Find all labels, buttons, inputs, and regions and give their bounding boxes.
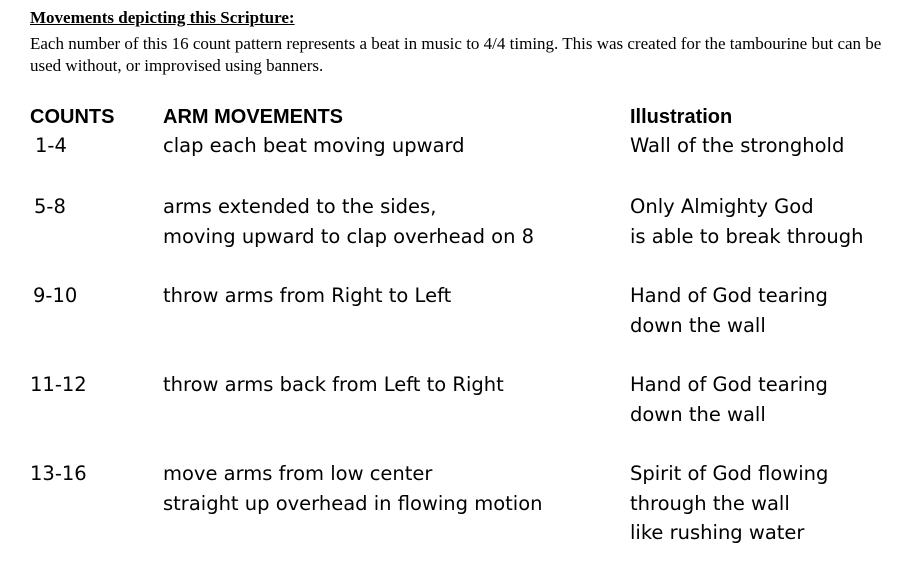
row-count: 11-12 (30, 373, 87, 396)
row-movement (163, 370, 504, 400)
row-movement (163, 459, 543, 518)
row-illustration (630, 131, 844, 161)
movement-line: arms extended to the sides, (163, 195, 437, 218)
illustration-line: Wall of the stronghold (630, 134, 845, 157)
illustration-column-header: Illustration (630, 106, 733, 128)
row-illustration (630, 459, 828, 548)
illustration-line: Only Almighty God (630, 195, 814, 218)
row-count: 9-10 (33, 284, 78, 307)
illustration-line: Spirit of God flowing (630, 462, 829, 485)
movement-line: throw arms back from Left to Right (163, 373, 504, 396)
row-movement (163, 192, 534, 251)
row-count: 1-4 (35, 134, 67, 157)
row-movement (163, 281, 451, 311)
row-count: 5-8 (34, 195, 66, 218)
illustration-line: down the wall (630, 402, 766, 426)
row-illustration (630, 192, 864, 251)
illustration-line: through the wall (630, 491, 790, 515)
intro-paragraph: Each number of this 16 count pattern represents a beat in music to 4/4 timing. This was created for the tambourine but can be used without, or improvised using banners. (30, 34, 882, 75)
illustration-line: like rushing water (630, 521, 805, 544)
illustration-line: Hand of God tearing (630, 284, 828, 307)
row-movement (163, 131, 465, 161)
counts-column-header: COUNTS (30, 106, 115, 128)
row-count: 13-16 (30, 462, 87, 485)
movement-line: moving upward to clap overhead on 8 (163, 224, 535, 248)
movement-line: clap each beat moving upward (163, 134, 465, 157)
movement-line: straight up overhead in flowing motion (163, 491, 543, 515)
row-illustration (630, 281, 828, 340)
arm-movements-column-header: ARM MOVEMENTS (163, 106, 343, 128)
illustration-line: Hand of God tearing (630, 373, 828, 396)
illustration-line: is able to break through (630, 224, 864, 248)
movement-line: throw arms from Right to Left (163, 284, 452, 307)
row-illustration (630, 370, 828, 429)
document-heading: Movements depicting this Scripture: (30, 8, 295, 27)
movement-line: move arms from low center (163, 462, 433, 485)
illustration-line: down the wall (630, 313, 766, 337)
